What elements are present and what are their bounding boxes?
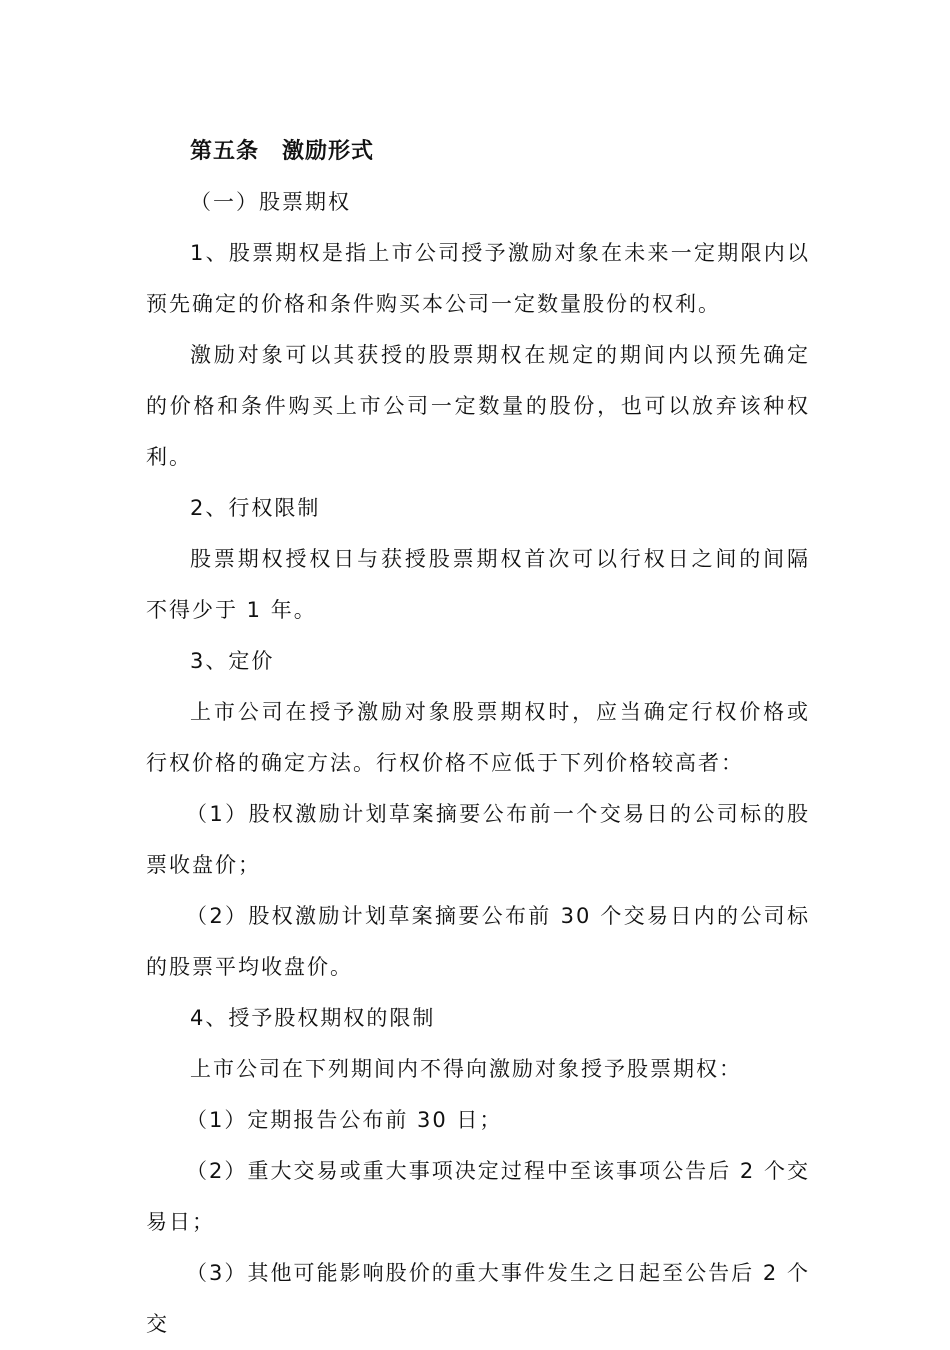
subheading-grant-restrictions: 4、授予股权期权的限制 [190, 1006, 436, 1030]
list-item-restriction-3: （3）其他可能影响股价的重大事件发生之日起至公告后 2 个交 [146, 1261, 810, 1336]
paragraph-pricing: 上市公司在授予激励对象股票期权时，应当确定行权价格或行权价格的确定方法。行权价格不应低于下列价格较高者： [146, 700, 810, 775]
paragraph-rights: 激励对象可以其获授的股票期权在规定的期间内以预先确定的价格和条件购买上市公司一定数量的股份，也可以放弃该种权利。 [146, 343, 810, 469]
article-heading: 第五条 激励形式 [190, 139, 375, 164]
list-item-restriction-1: （1）定期报告公布前 30 日； [186, 1108, 503, 1132]
section-title-stock-options: （一）股票期权 [190, 190, 351, 214]
list-item-restriction-2: （2）重大交易或重大事项决定过程中至该事项公告后 2 个交易日； [146, 1159, 810, 1234]
paragraph-definition: 1、股票期权是指上市公司授予激励对象在未来一定期限内以预先确定的价格和条件购买本公司一定数量股份的权利。 [146, 241, 810, 316]
paragraph-exercise-interval: 股票期权授权日与获授股票期权首次可以行权日之间的间隔不得少于 1 年。 [146, 547, 810, 622]
document-body [146, 126, 810, 1350]
list-item-pricing-2: （2）股权激励计划草案摘要公布前 30 个交易日内的公司标的股票平均收盘价。 [146, 904, 810, 979]
subheading-pricing: 3、定价 [190, 649, 275, 673]
list-item-pricing-1: （1）股权激励计划草案摘要公布前一个交易日的公司标的股票收盘价； [146, 802, 810, 877]
subheading-exercise-limit: 2、行权限制 [190, 496, 321, 520]
paragraph-grant-restrictions: 上市公司在下列期间内不得向激励对象授予股票期权： [190, 1057, 742, 1081]
